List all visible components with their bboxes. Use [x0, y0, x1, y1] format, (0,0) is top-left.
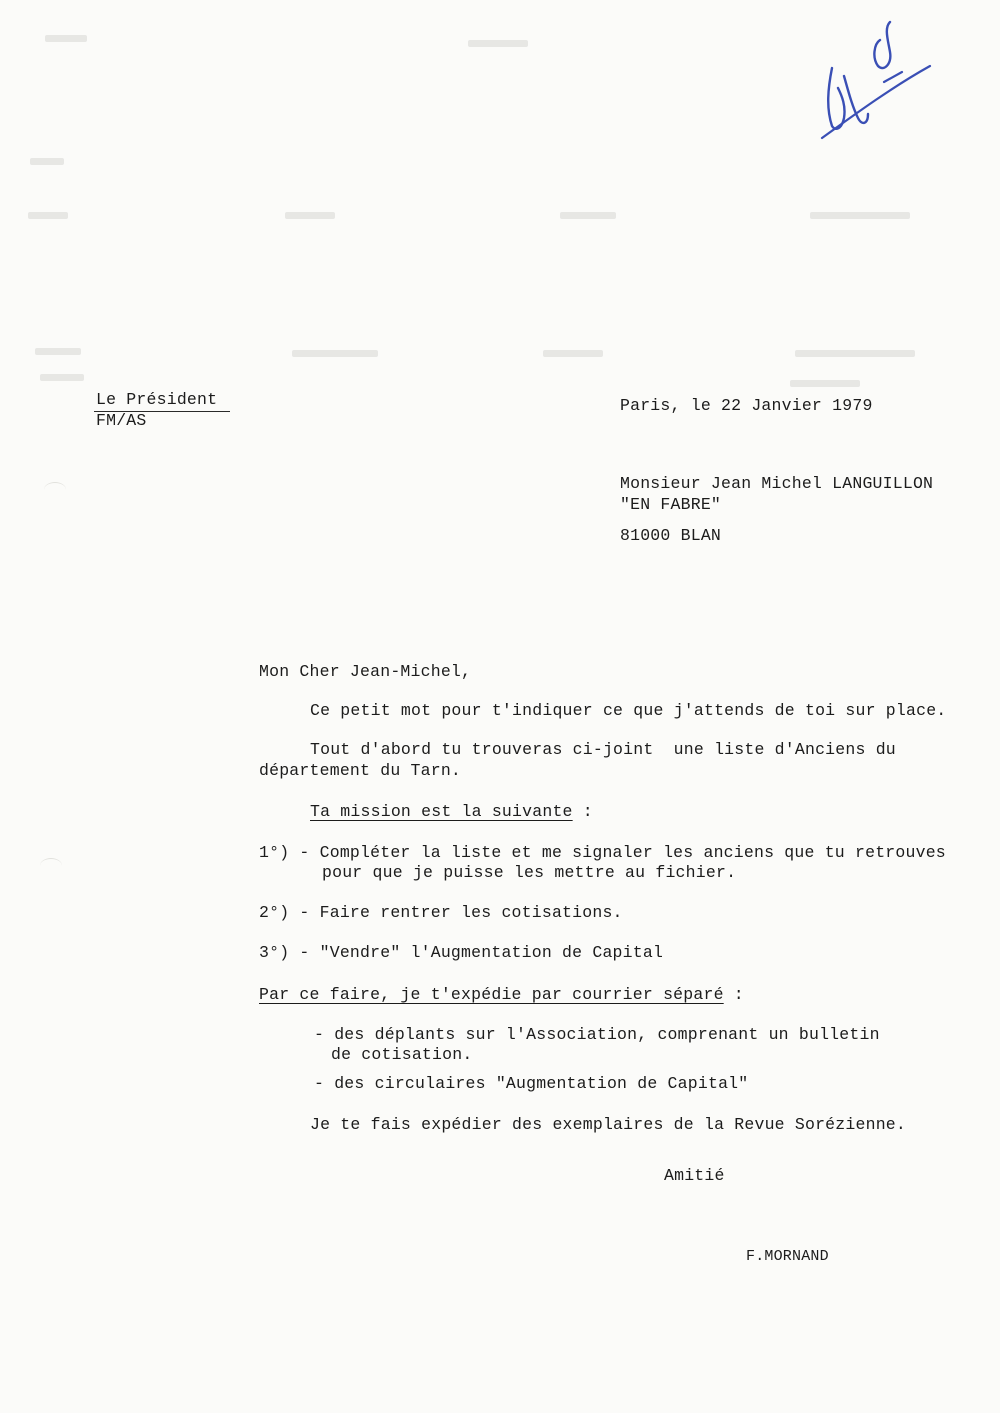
mission-item-2: 2°) - Faire rentrer les cotisations.	[259, 903, 623, 922]
place-date: Paris, le 22 Janvier 1979	[620, 396, 873, 415]
show-through-mark	[285, 212, 335, 219]
show-through-mark	[45, 35, 87, 42]
paragraph-list-line1: Tout d'abord tu trouveras ci-joint une liste d'Anciens du	[310, 740, 896, 759]
paragraph-revue: Je te fais expédier des exemplaires de la Revue Sorézienne.	[310, 1115, 906, 1134]
mission-item-3: 3°) - "Vendre" l'Augmentation de Capital	[259, 943, 664, 962]
show-through-mark	[35, 348, 81, 355]
mission-item-1-line2: pour que je puisse les mettre au fichier.	[322, 863, 737, 882]
show-through-mark	[30, 158, 64, 165]
enclosure-item-2: - des circulaires "Augmentation de Capital"	[314, 1074, 749, 1093]
shipping-heading	[259, 985, 744, 1005]
reference: FM/AS	[96, 411, 147, 430]
show-through-mark	[40, 374, 84, 381]
salutation: Mon Cher Jean-Michel,	[259, 662, 472, 681]
mission-heading	[310, 802, 593, 822]
recipient-line2: "EN FABRE"	[620, 495, 722, 514]
show-through-mark	[810, 212, 910, 219]
show-through-mark	[468, 40, 528, 47]
show-through-mark	[790, 380, 860, 387]
recipient-name: Monsieur Jean Michel LANGUILLON	[620, 474, 934, 493]
closing: Amitié	[664, 1166, 725, 1185]
punch-hole-mark	[40, 858, 62, 873]
mission-item-1-line1: 1°) - Compléter la liste et me signaler les anciens que tu retrouves	[259, 843, 946, 862]
show-through-mark	[543, 350, 603, 357]
show-through-mark	[292, 350, 378, 357]
enclosure-item-1-line2: de cotisation.	[331, 1045, 473, 1064]
shipping-heading-text: Par ce faire, je t'expédie par courrier séparé	[259, 985, 724, 1004]
shipping-heading-colon: :	[723, 985, 744, 1004]
recipient-city: 81000 BLAN	[620, 526, 722, 545]
punch-hole-mark	[44, 482, 66, 497]
paragraph-list-line2: département du Tarn.	[259, 761, 462, 780]
signature-name: F.MORNAND	[746, 1248, 829, 1265]
show-through-mark	[795, 350, 915, 357]
show-through-mark	[560, 212, 616, 219]
sender-title: Le Président	[96, 390, 218, 409]
mission-heading-colon: :	[572, 802, 593, 821]
show-through-mark	[28, 212, 68, 219]
paragraph-intro: Ce petit mot pour t'indiquer ce que j'attends de toi sur place.	[310, 701, 947, 720]
enclosure-item-1-line1: - des déplants sur l'Association, comprenant un bulletin	[314, 1025, 880, 1044]
mission-heading-text: Ta mission est la suivante	[310, 802, 573, 821]
handwritten-mark-icon	[818, 10, 936, 142]
